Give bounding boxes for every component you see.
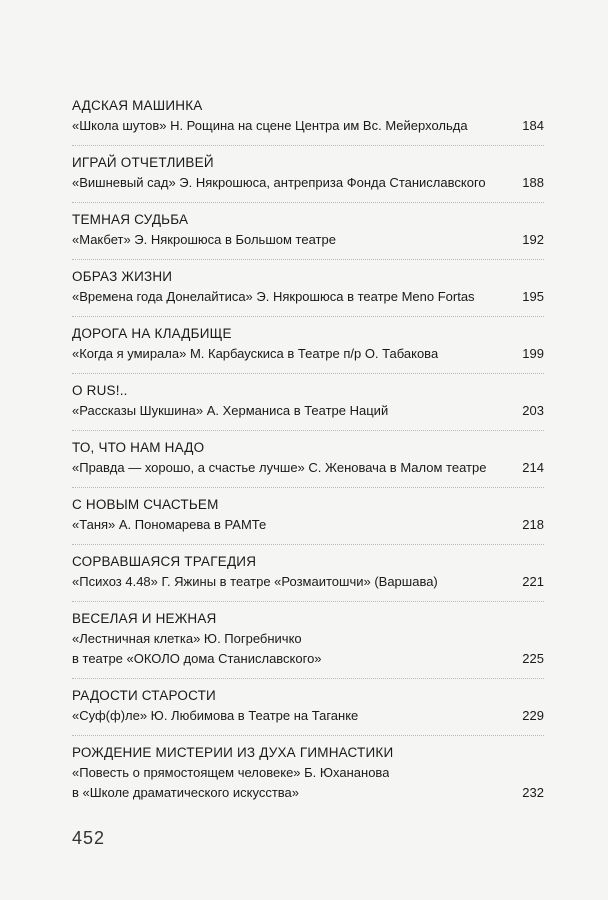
- entry-divider: [72, 373, 544, 374]
- toc-entry-line: [72, 515, 544, 535]
- toc-entry-description: «Суф(ф)ле» Ю. Любимова в Театре на Таганке: [72, 708, 359, 723]
- toc-entry-title: ТО, ЧТО НАМ НАДО: [72, 440, 205, 455]
- toc-entry-page: 192: [522, 232, 544, 247]
- page-number: 452: [72, 828, 106, 848]
- toc-entry-title: С НОВЫМ СЧАСТЬЕМ: [72, 497, 219, 512]
- toc-entry-page: 232: [522, 785, 544, 800]
- toc-entry-line: [72, 763, 544, 783]
- toc-entry-line: [72, 458, 544, 478]
- toc-entry-line: [72, 572, 544, 592]
- entry-divider: [72, 316, 544, 317]
- toc-entry: [72, 438, 544, 488]
- toc-entry-description: «Психоз 4.48» Г. Яжины в театре «Розмаитошчи» (Варшава): [72, 574, 438, 589]
- entry-divider: [72, 259, 544, 260]
- toc-entry: [72, 210, 544, 260]
- toc-entry-page: 195: [522, 289, 544, 304]
- toc-entry-line: [72, 706, 544, 726]
- toc-entry-page: 199: [522, 346, 544, 361]
- toc-entry-title: О RUS!..: [72, 383, 128, 398]
- toc-entry-line: [72, 116, 544, 136]
- toc-entry-description: «Рассказы Шукшина» А. Херманиса в Театре Наций: [72, 403, 389, 418]
- toc-entry-description: «Вишневый сад» Э. Някрошюса, антреприза Фонда Станиславского: [72, 175, 486, 190]
- toc-entry-description: «Правда — хорошо, а счастье лучше» С. Женовача в Малом театре: [72, 460, 487, 475]
- toc-entry-line: [72, 230, 544, 250]
- toc-entry-page: 184: [522, 118, 544, 133]
- toc-entry-page: 214: [522, 460, 544, 475]
- toc-entry: [72, 495, 544, 545]
- toc-entry: [72, 609, 544, 679]
- entry-divider: [72, 735, 544, 736]
- toc-entry-title: ОБРАЗ ЖИЗНИ: [72, 269, 173, 284]
- toc-entry-title: РОЖДЕНИЕ МИСТЕРИИ ИЗ ДУХА ГИМНАСТИКИ: [72, 745, 394, 760]
- toc-entry: [72, 153, 544, 203]
- toc-entry: [72, 743, 544, 803]
- toc-entry-description: «Когда я умирала» М. Карбаускиса в Театре п/р О. Табакова: [72, 346, 439, 361]
- toc-entry-title: ДОРОГА НА КЛАДБИЩЕ: [72, 326, 232, 341]
- toc-entry-title: РАДОСТИ СТАРОСТИ: [72, 688, 216, 703]
- table-of-contents: [72, 96, 544, 803]
- toc-entry-title: СОРВАВШАЯСЯ ТРАГЕДИЯ: [72, 554, 257, 569]
- toc-entry: [72, 96, 544, 146]
- toc-entry-line: [72, 783, 544, 803]
- toc-entry-title: ИГРАЙ ОТЧЕТЛИВЕЙ: [72, 155, 214, 170]
- toc-entry-page: 225: [522, 651, 544, 666]
- entry-divider: [72, 487, 544, 488]
- toc-entry-page: 203: [522, 403, 544, 418]
- toc-entry-description: «Макбет» Э. Някрошюса в Большом театре: [72, 232, 336, 247]
- toc-entry: [72, 267, 544, 317]
- entry-divider: [72, 601, 544, 602]
- entry-divider: [72, 430, 544, 431]
- toc-entry-line: [72, 173, 544, 193]
- toc-entry: [72, 381, 544, 431]
- toc-entry-line: [72, 401, 544, 421]
- toc-entry-page: 188: [522, 175, 544, 190]
- toc-entry-description: «Таня» А. Пономарева в РАМТе: [72, 517, 267, 532]
- toc-entry: [72, 686, 544, 736]
- toc-entry-line: [72, 344, 544, 364]
- toc-entry-description: «Школа шутов» Н. Рощина на сцене Центра им Вс. Мейерхольда: [72, 118, 468, 133]
- entry-divider: [72, 202, 544, 203]
- toc-entry-description: в «Школе драматического искусства»: [72, 785, 299, 800]
- toc-entry-title: ТЕМНАЯ СУДЬБА: [72, 212, 189, 227]
- toc-entry-page: 229: [522, 708, 544, 723]
- toc-entry-description: «Повесть о прямостоящем человеке» Б. Юхананова: [72, 765, 390, 780]
- toc-entry: [72, 324, 544, 374]
- toc-entry-title: ВЕСЕЛАЯ И НЕЖНАЯ: [72, 611, 217, 626]
- toc-entry-description: в театре «ОКОЛО дома Станиславского»: [72, 651, 322, 666]
- toc-entry-line: [72, 629, 544, 649]
- toc-entry-line: [72, 287, 544, 307]
- toc-entry-page: 218: [522, 517, 544, 532]
- toc-entry-page: 221: [522, 574, 544, 589]
- toc-entry-description: «Времена года Донелайтиса» Э. Някрошюса в театре Meno Fortas: [72, 289, 475, 304]
- entry-divider: [72, 678, 544, 679]
- toc-entry: [72, 552, 544, 602]
- entry-divider: [72, 544, 544, 545]
- toc-entry-description: «Лестничная клетка» Ю. Погребничко: [72, 631, 302, 646]
- entry-divider: [72, 145, 544, 146]
- toc-entry-title: АДСКАЯ МАШИНКА: [72, 98, 203, 113]
- toc-entry-line: [72, 649, 544, 669]
